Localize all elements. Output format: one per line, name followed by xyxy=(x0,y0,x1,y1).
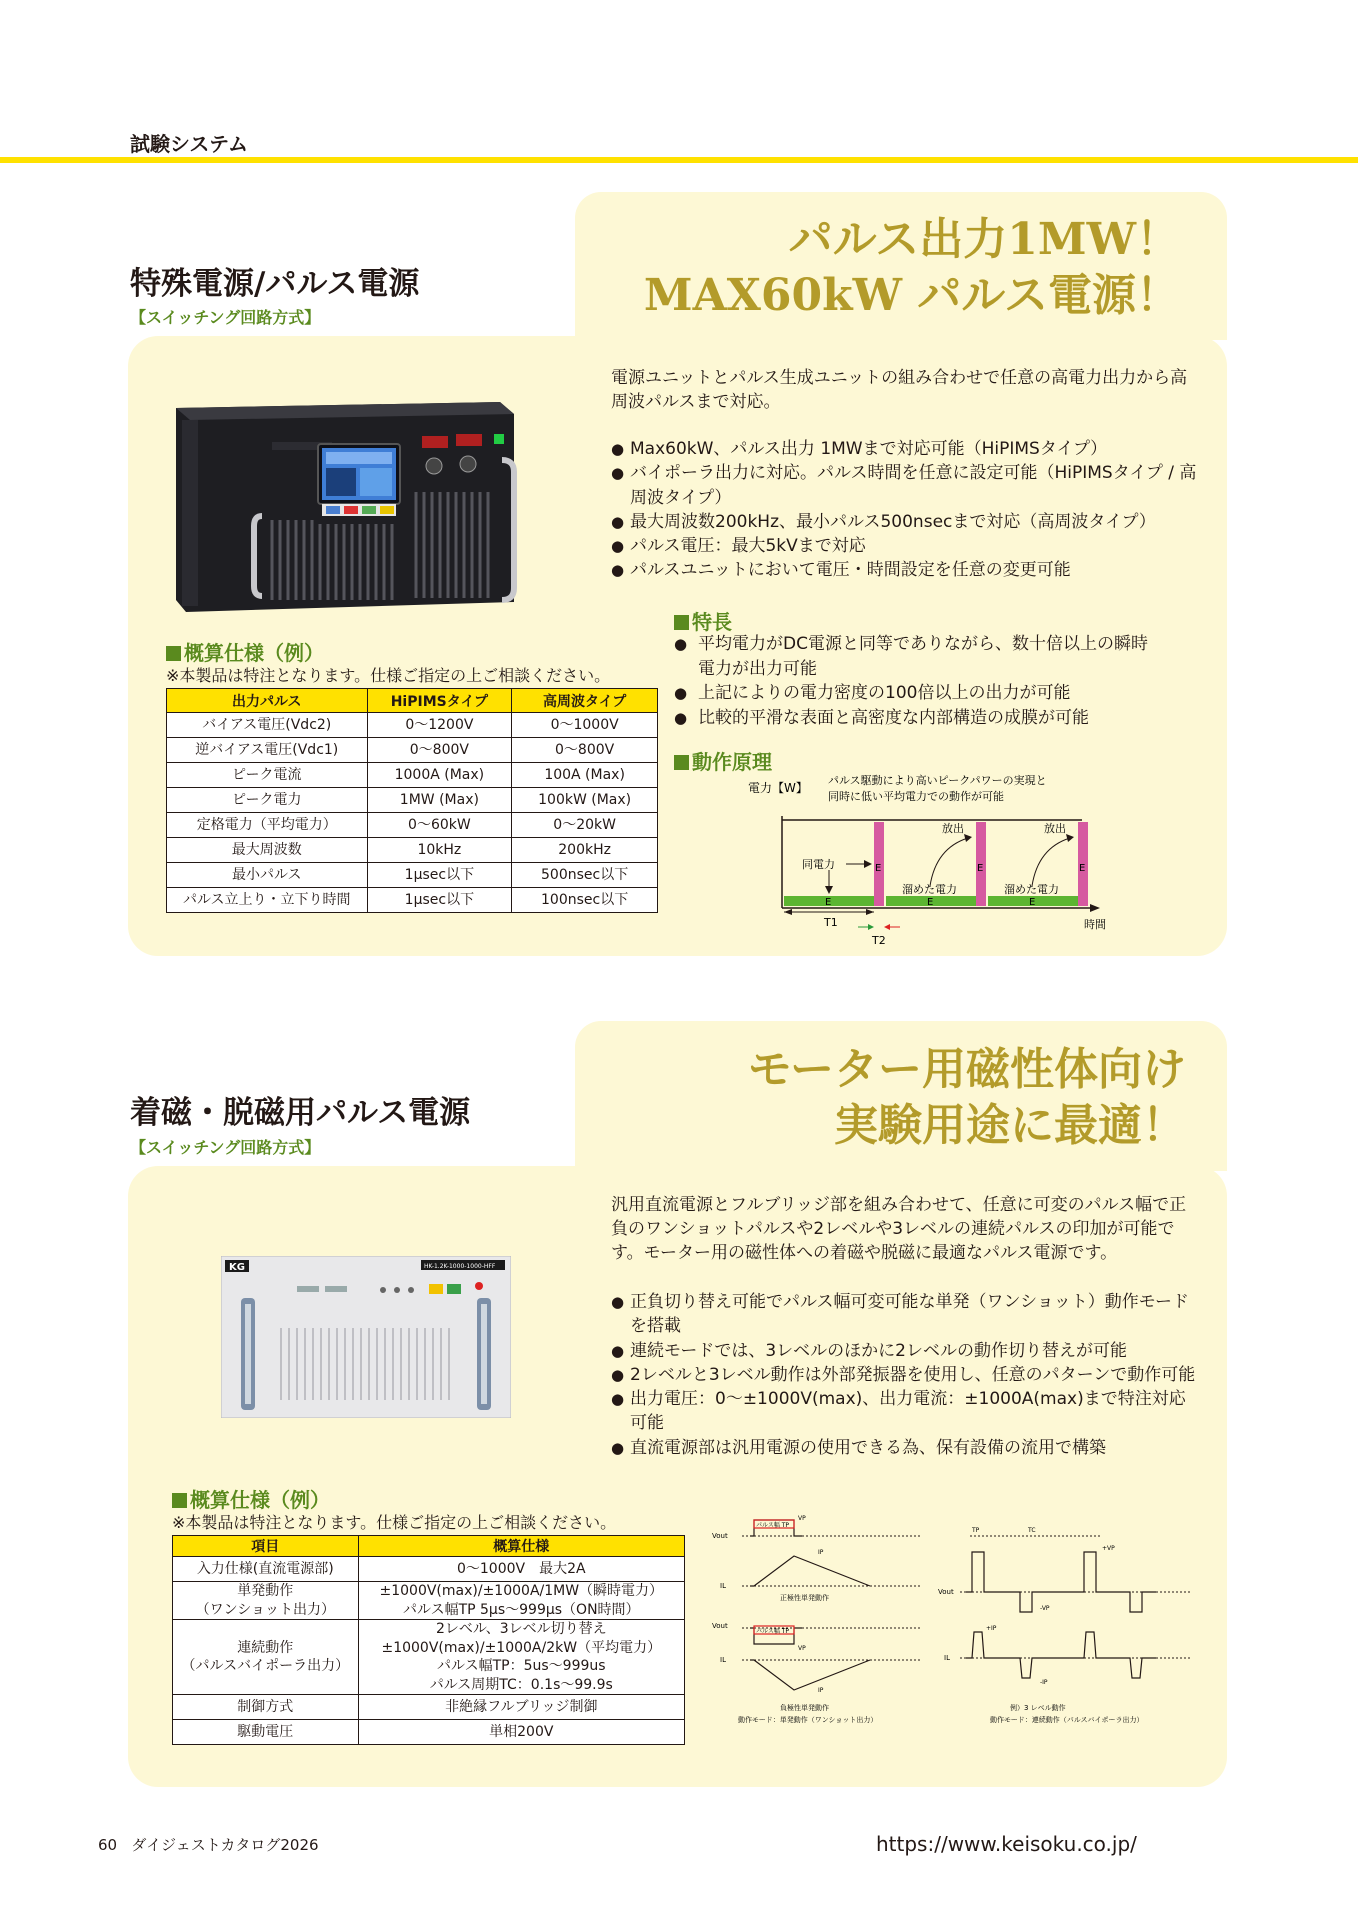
product1-catch-line2: MAX60kW パルス電源！ xyxy=(643,270,1180,322)
table-cell: 0～800V xyxy=(367,738,512,763)
device-button-yellow xyxy=(380,506,394,514)
feature-item: ● 上記によりの電力密度の100倍以上の出力が可能 xyxy=(674,681,1154,706)
diagram-caption-1: パルス駆動により高いピークパワーの実現と xyxy=(828,774,1047,787)
table-cell: 10kHz xyxy=(367,838,512,863)
product1-principle-heading: 動作原理 xyxy=(674,746,772,775)
table-row xyxy=(167,763,658,788)
wave-vp: VP xyxy=(798,1645,806,1652)
header-rule xyxy=(0,157,1358,163)
diagram-t2: T2 xyxy=(872,934,886,947)
product2-title: 着磁・脱磁用パルス電源 xyxy=(130,1095,471,1131)
table-cell: 100kW (Max) xyxy=(512,788,658,813)
table-row xyxy=(167,788,658,813)
table-header-cell: 出力パルス xyxy=(167,689,368,713)
square-bullet-icon xyxy=(166,646,181,661)
waveform-diagram xyxy=(710,1508,1210,1738)
product1-device-image xyxy=(172,400,520,620)
table-cell: バイアス電圧(Vdc2) xyxy=(167,713,368,738)
table-header-cell: 高周波タイプ xyxy=(512,689,658,713)
table-header-row xyxy=(173,1536,685,1557)
table-row xyxy=(173,1557,685,1582)
diagram-e-label: E xyxy=(825,897,832,908)
product2-spec-heading: 概算仕様（例） xyxy=(172,1484,330,1513)
product1-bullet: ● パルス電圧：最大5kVまで対応 xyxy=(611,534,1197,558)
product2-catch xyxy=(580,1042,1186,1155)
wave-neg-caption2: 動作モード：単発動作（ワンショット出力） xyxy=(738,1716,878,1724)
diagram-x-label: 時間 xyxy=(1084,918,1106,931)
table-cell: 制御方式 xyxy=(173,1695,359,1720)
feature-item: ● 平均電力がDC電源と同等でありながら、数十倍以上の瞬時電力が出力可能 xyxy=(674,632,1154,681)
wave-minus-vp: -VP xyxy=(1040,1605,1050,1612)
product2-bullet: ● 2レベルと3レベル動作は外部発振器を使用し、任意のパターンで動作可能 xyxy=(611,1363,1197,1387)
diagram-e-label: E xyxy=(977,863,984,874)
wave-il: IL xyxy=(944,1654,950,1662)
feature-item: ● 比較的平滑な表面と高密度な内部構造の成膜が可能 xyxy=(674,706,1154,731)
table-cell: ±1000V(max)/±1000A/1MW（瞬時電力） パルス幅TP 5μs～999μs（ON時間） xyxy=(358,1582,684,1620)
product2-description: 汎用直流電源とフルブリッジ部を組み合わせて、任意に可変のパルス幅で正負のワンショットパルスや2レベルや3レベルの連続パルスの印加が可能です。モーター用の磁性体への着磁や脱磁に最適なパルス電源です。 xyxy=(611,1195,1187,1263)
page-number: 60 xyxy=(98,1836,118,1854)
square-bullet-icon xyxy=(172,1493,187,1508)
table-row xyxy=(167,713,658,738)
product1-catch-line1: パルス出力1MW！ xyxy=(788,214,1180,265)
wave-pulse-width: パルス幅 TP xyxy=(756,1628,790,1635)
diagram-t1: T1 xyxy=(824,916,838,929)
table-cell: 0～1200V xyxy=(367,713,512,738)
product2-device-image xyxy=(221,1256,511,1418)
wave-pulse-width: パルス幅 TP xyxy=(756,1522,790,1529)
table-cell: 500nsec以下 xyxy=(512,863,658,888)
product2-bullet: ● 直流電源部は汎用電源の使用できる為、保有設備の流用で構築 xyxy=(611,1436,1197,1460)
product1-features-heading: 特長 xyxy=(674,606,732,635)
square-bullet-icon xyxy=(674,615,689,630)
wave-tc: TC xyxy=(1028,1527,1036,1534)
table-row xyxy=(167,813,658,838)
footer-page-info xyxy=(98,1834,319,1855)
product2-subtitle: 【スイッチング回路方式】 xyxy=(130,1138,321,1157)
device-logo: KG xyxy=(229,1262,245,1273)
device-model: HK-1.2K-1000-1000-HFF xyxy=(424,1263,496,1270)
diagram-e-label: E xyxy=(1029,897,1036,908)
product2-bullets xyxy=(611,1290,1197,1460)
wave-minus-ip: -IP xyxy=(1040,1679,1048,1686)
product1-spec-table xyxy=(166,688,658,913)
product2-bullet: ● 連続モードでは、3レベルのほかに2レベルの動作切り替えが可能 xyxy=(611,1339,1197,1363)
table-cell: 単相200V xyxy=(358,1720,684,1745)
wave-il: IL xyxy=(720,1582,726,1590)
table-cell: 2レベル、3レベル切り替え ±1000V(max)/±1000A/2kW（平均電力） パルス幅TP：5us～999us パルス周期TC：0.1s～99.9s xyxy=(358,1620,684,1695)
table-cell: 0～1000V xyxy=(512,713,658,738)
wave-vout: Vout xyxy=(712,1622,728,1630)
table-cell: 0～1000V 最大2A xyxy=(358,1557,684,1582)
wave-vp: VP xyxy=(798,1515,806,1522)
table-cell: 最小パルス xyxy=(167,863,368,888)
diagram-y-label: 電力【W】 xyxy=(748,781,808,795)
wave-neg-caption1: 負極性単発動作 xyxy=(780,1704,829,1712)
product1-bullets xyxy=(611,437,1197,583)
product1-description: 電源ユニットとパルス生成ユニットの組み合わせで任意の高電力出力から高周波パルスまで対応。 xyxy=(611,368,1188,412)
table-cell: 0～60kW xyxy=(367,813,512,838)
diagram-stored: 溜めた電力 xyxy=(1004,883,1059,896)
diagram-caption-2: 同時に低い平均電力での動作が可能 xyxy=(828,790,1004,803)
table-cell: 100nsec以下 xyxy=(512,888,658,913)
table-header-row xyxy=(167,689,658,713)
table-cell: 非絶縁フルブリッジ制御 xyxy=(358,1695,684,1720)
product1-subtitle: 【スイッチング回路方式】 xyxy=(130,308,321,327)
device-button-red xyxy=(344,506,358,514)
table-cell: 1μsec以下 xyxy=(367,888,512,913)
wave-plus-ip: +IP xyxy=(986,1625,997,1632)
table-cell: ピーク電流 xyxy=(167,763,368,788)
wave-ip: IP xyxy=(818,1687,824,1694)
product1-title: 特殊電源/パルス電源 xyxy=(130,266,420,302)
wave-plus-vp: +VP xyxy=(1102,1545,1115,1552)
table-header-cell: 項目 xyxy=(173,1536,359,1557)
product1-bullet: ● 最大周波数200kHz、最小パルス500nsecまで対応（高周波タイプ） xyxy=(611,510,1197,534)
table-row xyxy=(173,1582,685,1620)
catalog-name: ダイジェストカタログ2026 xyxy=(131,1836,319,1854)
product2-bullet: ● 正負切り替え可能でパルス幅可変可能な単発（ワンショット）動作モードを搭載 xyxy=(611,1290,1197,1339)
table-header-cell: 概算仕様 xyxy=(358,1536,684,1557)
table-cell: 0～800V xyxy=(512,738,658,763)
diagram-e-label: E xyxy=(1079,863,1086,874)
table-row xyxy=(167,863,658,888)
footer-url-link[interactable]: https://www.keisoku.co.jp/ xyxy=(876,1832,1137,1856)
diagram-same-power: 同電力 xyxy=(802,858,835,871)
table-row xyxy=(173,1720,685,1745)
table-cell: 最大周波数 xyxy=(167,838,368,863)
table-cell: パルス立上り・立下り時間 xyxy=(167,888,368,913)
table-row xyxy=(167,888,658,913)
wave-ex-caption1: 例）3 レベル動作 xyxy=(1010,1704,1066,1712)
table-cell: 200kHz xyxy=(512,838,658,863)
product1-features xyxy=(674,632,1154,730)
table-row xyxy=(173,1620,685,1695)
table-cell: ピーク電力 xyxy=(167,788,368,813)
section-label: 試験システム xyxy=(130,132,248,156)
table-cell: 1μsec以下 xyxy=(367,863,512,888)
table-cell: 定格電力（平均電力） xyxy=(167,813,368,838)
product2-catch-line1: モーター用磁性体向け xyxy=(747,1044,1186,1095)
table-header-cell: HiPIMSタイプ xyxy=(367,689,512,713)
product2-bullet: ● 出力電圧：0～±1000V(max)、出力電流：±1000A(max)まで特注対応可能 xyxy=(611,1387,1197,1436)
diagram-e-label: E xyxy=(875,863,882,874)
wave-tp: TP xyxy=(972,1527,980,1534)
table-cell: 1000A (Max) xyxy=(367,763,512,788)
square-bullet-icon xyxy=(674,755,689,770)
table-row xyxy=(167,838,658,863)
table-cell: 単発動作 （ワンショット出力） xyxy=(173,1582,359,1620)
product2-spec-note: ※本製品は特注となります。仕様ご指定の上ご相談ください。 xyxy=(172,1513,617,1532)
device-button-green xyxy=(362,506,376,514)
table-cell: 連続動作 （パルスバイポーラ出力） xyxy=(173,1620,359,1695)
table-cell: 1MW (Max) xyxy=(367,788,512,813)
table-cell: 100A (Max) xyxy=(512,763,658,788)
wave-pos-caption: 正極性単発動作 xyxy=(780,1594,829,1602)
product1-bullet: ● バイポーラ出力に対応。パルス時間を任意に設定可能（HiPIMSタイプ / 高周波タイプ） xyxy=(611,461,1197,510)
diagram-discharge: 放出 xyxy=(1044,822,1066,835)
wave-ex-caption2: 動作モード：連続動作（パルスバイポーラ出力） xyxy=(990,1716,1144,1724)
principle-diagram xyxy=(740,770,1120,954)
product1-spec-note: ※本製品は特注となります。仕様ご指定の上ご相談ください。 xyxy=(166,666,611,685)
product2-spec-table xyxy=(172,1535,685,1745)
product2-catch-line2: 実験用途に最適！ xyxy=(834,1100,1186,1152)
wave-il: IL xyxy=(720,1656,726,1664)
table-cell: 入力仕様(直流電源部) xyxy=(173,1557,359,1582)
device-button-blue xyxy=(326,506,340,514)
diagram-discharge: 放出 xyxy=(942,822,964,835)
wave-ip: IP xyxy=(818,1549,824,1556)
product1-bullet: ● Max60kW、パルス出力 1MWまで対応可能（HiPIMSタイプ） xyxy=(611,437,1197,461)
diagram-stored: 溜めた電力 xyxy=(902,883,957,896)
table-cell: 0～20kW xyxy=(512,813,658,838)
diagram-e-label: E xyxy=(927,897,934,908)
table-cell: 逆バイアス電圧(Vdc1) xyxy=(167,738,368,763)
wave-vout: Vout xyxy=(712,1532,728,1540)
product1-catch xyxy=(580,212,1180,325)
table-row xyxy=(173,1695,685,1720)
table-cell: 駆動電圧 xyxy=(173,1720,359,1745)
product1-spec-heading: 概算仕様（例） xyxy=(166,637,324,666)
wave-vout: Vout xyxy=(938,1588,954,1596)
table-row xyxy=(167,738,658,763)
product1-bullet: ● パルスユニットにおいて電圧・時間設定を任意の変更可能 xyxy=(611,558,1197,582)
